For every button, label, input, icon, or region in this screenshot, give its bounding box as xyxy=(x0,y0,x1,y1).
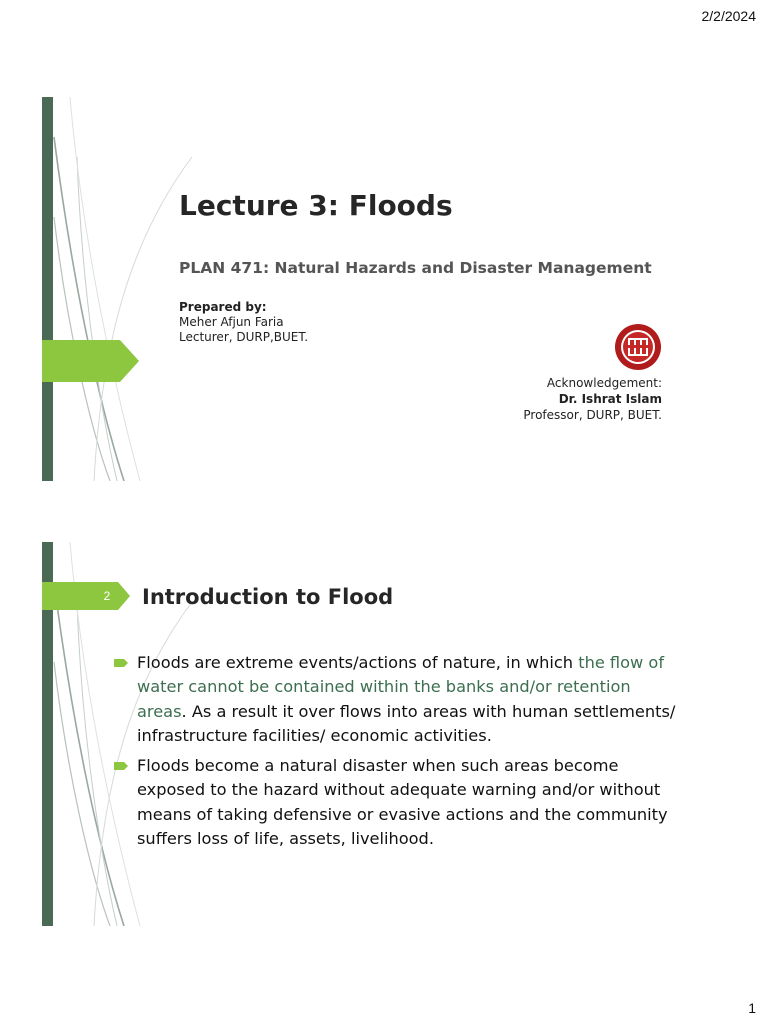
slide-number: 2 xyxy=(103,589,111,603)
acknowledgement-name: Dr. Ishrat Islam xyxy=(558,392,662,406)
slide-title: Lecture 3: Floods xyxy=(179,189,453,222)
bullet-text: Floods become a natural disaster when such areas become exposed to the hazard without adequate warning and/or without means of taking defensive or evasive actions and the community suffers loss of life, assets, livelihood. xyxy=(137,756,668,849)
bullet-text: . As a result it over flows into areas with human settlements/ infrastructure facilities/ economic activities. xyxy=(137,701,676,745)
acknowledgement-label: Acknowledgement: xyxy=(546,376,662,390)
arrow-bullet-icon xyxy=(114,659,128,667)
prepared-by-block xyxy=(179,300,308,345)
bullet-text: Floods are extreme events/actions of nature, in which xyxy=(137,653,579,672)
acknowledgement-block xyxy=(523,375,662,423)
print-date: 2/2/2024 xyxy=(701,8,756,24)
acknowledgement-role: Professor, DURP, BUET. xyxy=(523,408,662,422)
decorative-curves xyxy=(42,97,242,481)
slide-tab-arrow xyxy=(42,340,139,382)
slide-subtitle: PLAN 471: Natural Hazards and Disaster Management xyxy=(179,259,652,277)
presenter-name: Meher Afjun Faria xyxy=(179,315,284,329)
buet-logo-icon xyxy=(614,323,662,371)
prepared-by-label: Prepared by: xyxy=(179,300,267,314)
slide-1 xyxy=(42,97,728,481)
list-item xyxy=(114,651,684,748)
highlighted-text: the flow of water cannot be contained within the banks and/or retention areas xyxy=(137,653,665,721)
list-item xyxy=(114,754,684,851)
bullet-list xyxy=(114,651,684,857)
slide-title: Introduction to Flood xyxy=(142,585,394,609)
presenter-role: Lecturer, DURP,BUET. xyxy=(179,330,309,344)
arrow-bullet-icon xyxy=(114,762,128,770)
page-number: 1 xyxy=(748,1000,756,1016)
slide-2 xyxy=(42,542,728,926)
